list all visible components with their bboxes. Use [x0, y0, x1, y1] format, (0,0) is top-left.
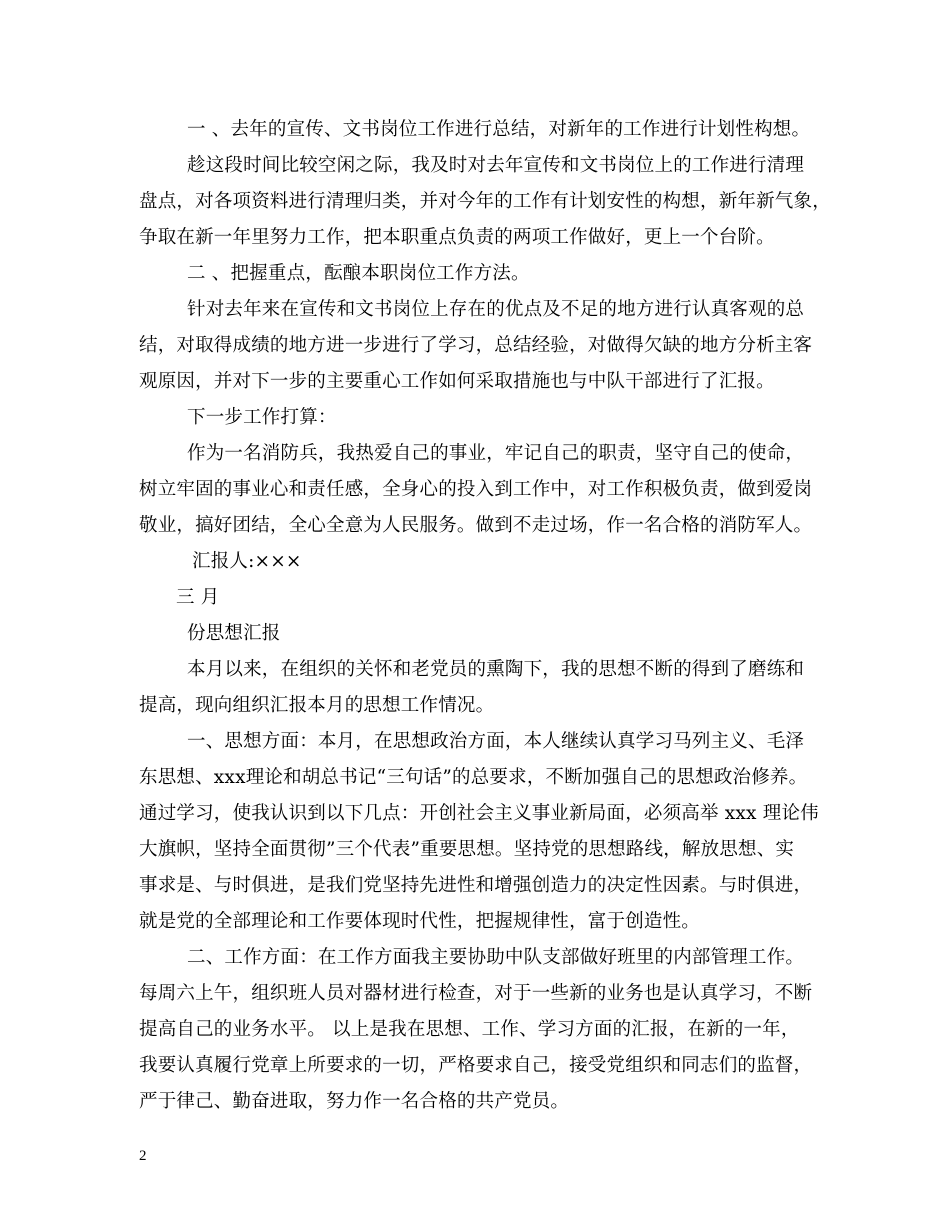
- text-line: 每周六上午，组织班人员对器材进行检查，对于一些新的业务也是认真学习，不断: [139, 983, 813, 1004]
- page-number: 2: [139, 1148, 147, 1164]
- section-heading: 三 月: [176, 587, 220, 608]
- text-line: 一、思想方面：本月，在思想政治方面，本人继续认真学习马列主义、毛泽: [187, 731, 805, 752]
- signature-line: 汇报人:×××: [192, 551, 302, 572]
- text-line: 事求是、与时俱进，是我们党坚持先进性和增强创造力的决定性因素。与时俱进，: [139, 875, 813, 896]
- text-line: 大旗帜，坚持全面贯彻”三个代表”重要思想。坚持党的思想路线，解放思想、实: [139, 839, 795, 860]
- text-line: 严于律己、勤奋进取，努力作一名合格的共产党员。: [139, 1091, 570, 1112]
- text-line: 提高自己的业务水平。 以上是我在思想、工作、学习方面的汇报，在新的一年，: [139, 1019, 800, 1040]
- text-line: 敬业，搞好团结，全心全意为人民服务。做到不走过场，作一名合格的消防军人。: [139, 515, 813, 536]
- text-line: 作为一名消防兵，我热爱自己的事业，牢记自己的职责，坚守自己的使命，: [187, 443, 805, 464]
- text-line: 二 、把握重点，酝酿本职岗位工作方法。: [187, 263, 530, 284]
- text-line: 提高，现向组织汇报本月的思想工作情况。: [139, 695, 495, 716]
- section-heading: 份思想汇报: [187, 623, 281, 644]
- text-line: 二、工作方面：在工作方面我主要协助中队支部做好班里的内部管理工作。: [187, 947, 805, 968]
- text-line: 结，对取得成绩的地方进一步进行了学习，总结经验，对做得欠缺的地方分析主客: [139, 335, 813, 356]
- text-line: 我要认真履行党章上所要求的一切，严格要求自己，接受党组织和同志们的监督，: [139, 1055, 813, 1076]
- text-line: 本月以来，在组织的关怀和老党员的熏陶下，我的思想不断的得到了磨练和: [187, 659, 805, 680]
- text-line: 趁这段时间比较空闲之际，我及时对去年宣传和文书岗位上的工作进行清理: [187, 155, 805, 176]
- text-line: 盘点，对各项资料进行清理归类，并对今年的工作有计划安性的构想，新年新气象，: [139, 191, 831, 212]
- text-line: 针对去年来在宣传和文书岗位上存在的优点及不足的地方进行认真客观的总: [187, 299, 805, 320]
- text-line: 争取在新一年里努力工作，把本职重点负责的两项工作做好，更上一个台阶。: [139, 227, 775, 248]
- text-line: 观原因，并对下一步的主要重心工作如何采取措施也与中队干部进行了汇报。: [139, 371, 775, 392]
- text-line: 就是党的全部理论和工作要体现时代性，把握规律性，富于创造性。: [139, 911, 701, 932]
- text-line: 树立牢固的事业心和责任感，全身心的投入到工作中，对工作积极负责，做到爱岗: [139, 479, 813, 500]
- text-line: 通过学习，使我认识到以下几点：开创社会主义事业新局面，必须高举 xxx 理论伟: [139, 803, 819, 824]
- text-line: 一 、去年的宣传、文书岗位工作进行总结，对新年的工作进行计划性构想。: [187, 119, 811, 140]
- text-line: 东思想、xxx理论和胡总书记“三句话”的总要求，不断加强自己的思想政治修养。: [139, 767, 808, 788]
- text-line: 下一步工作打算：: [187, 407, 337, 428]
